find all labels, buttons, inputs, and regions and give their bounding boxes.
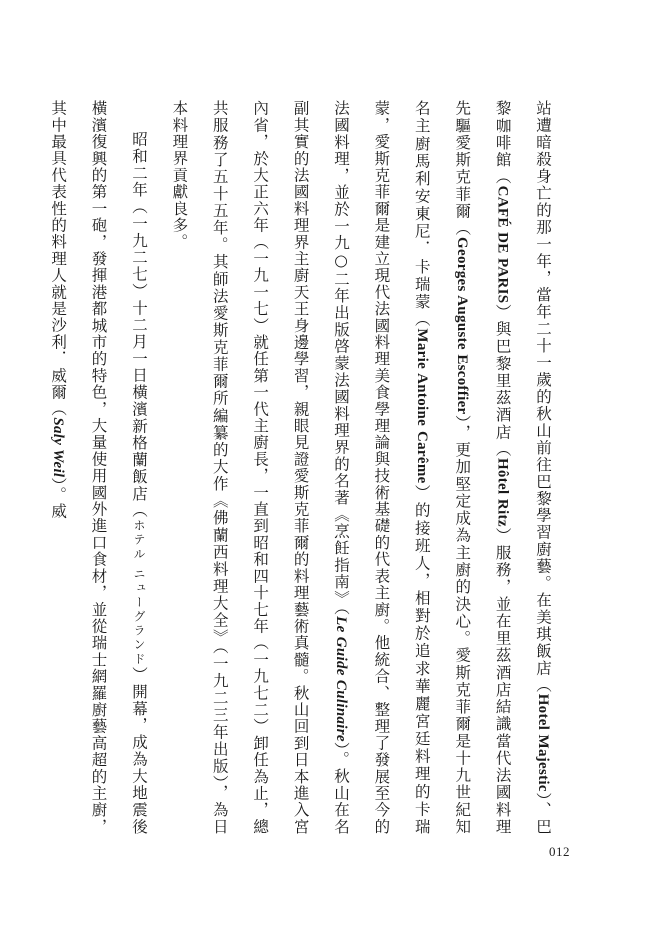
text-segment: Marie Antoine Carême — [413, 328, 430, 484]
text-segment: Saly Weil — [50, 417, 67, 478]
text-segment: ホテル ニューグランド — [131, 518, 146, 667]
text-segment: CAFÉ DE PARIS — [494, 185, 511, 304]
text-segment: ）。秋山在名副其實的法國料理界主廚天王身邊學習，親眼見證愛斯克菲爾的料理藝術真髓。秋山回到日本進入宮內省，於大正六年（一九一七）就任第一代主廚長，一直到昭和四十七年（一九七二）卸任為止，總共服務了五十五年。其師法愛斯克菲爾所編纂的大作《佛蘭西料理大全》（一九二三年出版），為日本料理界貢獻良多。 — [170, 100, 350, 835]
text-segment: Georges Auguste Escoffier — [454, 237, 471, 415]
page-number: 012 — [549, 844, 570, 859]
text-segment: Hotel Majestic — [535, 693, 551, 792]
paragraph-1 — [159, 100, 563, 835]
text-segment: 站遭暗殺身亡的那一年，當年二十一歲的秋山前往巴黎學習廚藝。在美琪飯店（ — [534, 100, 552, 694]
paragraph-2 — [38, 100, 159, 835]
text-segment: ），更加堅定成為主廚的決心。愛斯克菲爾是十九世紀知名主廚馬利安東尼．卡瑞蒙（ — [412, 100, 472, 835]
vertical-text-block — [49, 100, 563, 836]
text-segment: ）、巴黎咖啡館（ — [493, 100, 552, 835]
text-segment: ）與巴黎里茲酒店（ — [493, 303, 512, 458]
text-segment: ）的接班人，相對於追求華麗宮廷料理的卡瑞蒙，愛斯克菲爾是建立現代法國料理美食學理論與技術基礎的代表主廚。他統合、整理了發展至今的法國料理，並於一九○二年出版啓蒙法國料理界的名著《烹飪指南》（ — [331, 100, 431, 836]
text-segment: Le Guide Culinaire — [332, 616, 349, 742]
text-segment: ）服務，並在里茲酒店結識當代法國料理先驅愛斯克菲爾（ — [453, 100, 512, 836]
text-segment: ）開幕，成為大地震後橫濱復興的第一砲，發揮港都城市的特色，大量使用國外進口食材，並從瑞士網羅廚藝高超的主廚，其中最具代表性的料理人就是沙利．威爾（ — [49, 100, 148, 835]
text-segment: ）。威 — [49, 477, 68, 520]
text-segment: 昭和二年（一九二七）十二月一日橫濱新格蘭飯店（ — [129, 131, 148, 519]
text-segment: Hôtel Ritz — [494, 457, 511, 527]
